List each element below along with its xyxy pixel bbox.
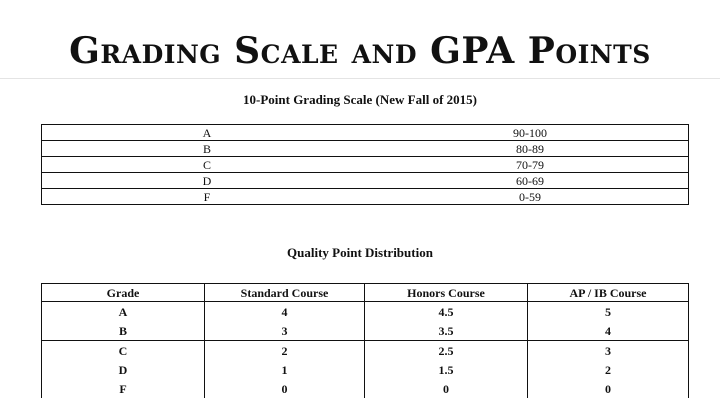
grading-scale-table [41, 124, 689, 205]
score-range-cell: 60-69 [372, 173, 689, 189]
column-header-standard: Standard Course [205, 284, 365, 302]
letter-grade-cell: B [42, 141, 373, 157]
table-row [42, 360, 689, 379]
honors-points-cell: 4.5 [365, 302, 528, 322]
table-row [42, 157, 689, 173]
honors-points-cell: 0 [365, 379, 528, 398]
honors-points-cell: 3.5 [365, 321, 528, 341]
table-row [42, 173, 689, 189]
letter-grade-cell: F [42, 189, 373, 205]
standard-points-cell: 4 [205, 302, 365, 322]
standard-points-cell: 1 [205, 360, 365, 379]
slide-title: Grading Scale and GPA Points [69, 30, 651, 72]
standard-points-cell: 0 [205, 379, 365, 398]
grade-cell: C [42, 341, 205, 361]
column-header-honors: Honors Course [365, 284, 528, 302]
letter-grade-cell: A [42, 125, 373, 141]
letter-grade-cell: C [42, 157, 373, 173]
grade-cell: D [42, 360, 205, 379]
honors-points-cell: 2.5 [365, 341, 528, 361]
ap-ib-points-cell: 3 [605, 343, 611, 358]
column-header-grade: Grade [42, 284, 205, 302]
grading-scale-caption: 10-Point Grading Scale (New Fall of 2015) [243, 92, 477, 107]
score-range-cell: 0-59 [372, 189, 689, 205]
table-row [42, 321, 689, 341]
letter-grade-cell: D [42, 173, 373, 189]
standard-points-cell: 3 [205, 321, 365, 341]
ap-ib-points-cell: 4 [528, 321, 689, 341]
table-row [42, 125, 689, 141]
honors-points-cell: 1.5 [365, 360, 528, 379]
grade-cell: A [42, 302, 205, 322]
table-row [42, 189, 689, 205]
table-header-row [42, 284, 689, 302]
table-row [42, 141, 689, 157]
column-header-ap-ib: AP / IB Course [528, 284, 689, 302]
quality-point-caption: Quality Point Distribution [287, 245, 433, 260]
score-range-cell: 90-100 [372, 125, 689, 141]
table-row [42, 302, 689, 322]
ap-ib-points-cell: 5 [605, 304, 611, 319]
title-divider [0, 78, 720, 79]
grade-cell: B [42, 321, 205, 341]
ap-ib-points-cell: 2 [605, 362, 611, 377]
ap-ib-points-cell: 0 [605, 381, 611, 396]
score-range-cell: 80-89 [372, 141, 689, 157]
table-row [42, 379, 689, 398]
standard-points-cell: 2 [205, 341, 365, 361]
table-row [42, 341, 689, 361]
quality-point-table [41, 283, 689, 398]
score-range-cell: 70-79 [372, 157, 689, 173]
grade-cell: F [42, 379, 205, 398]
